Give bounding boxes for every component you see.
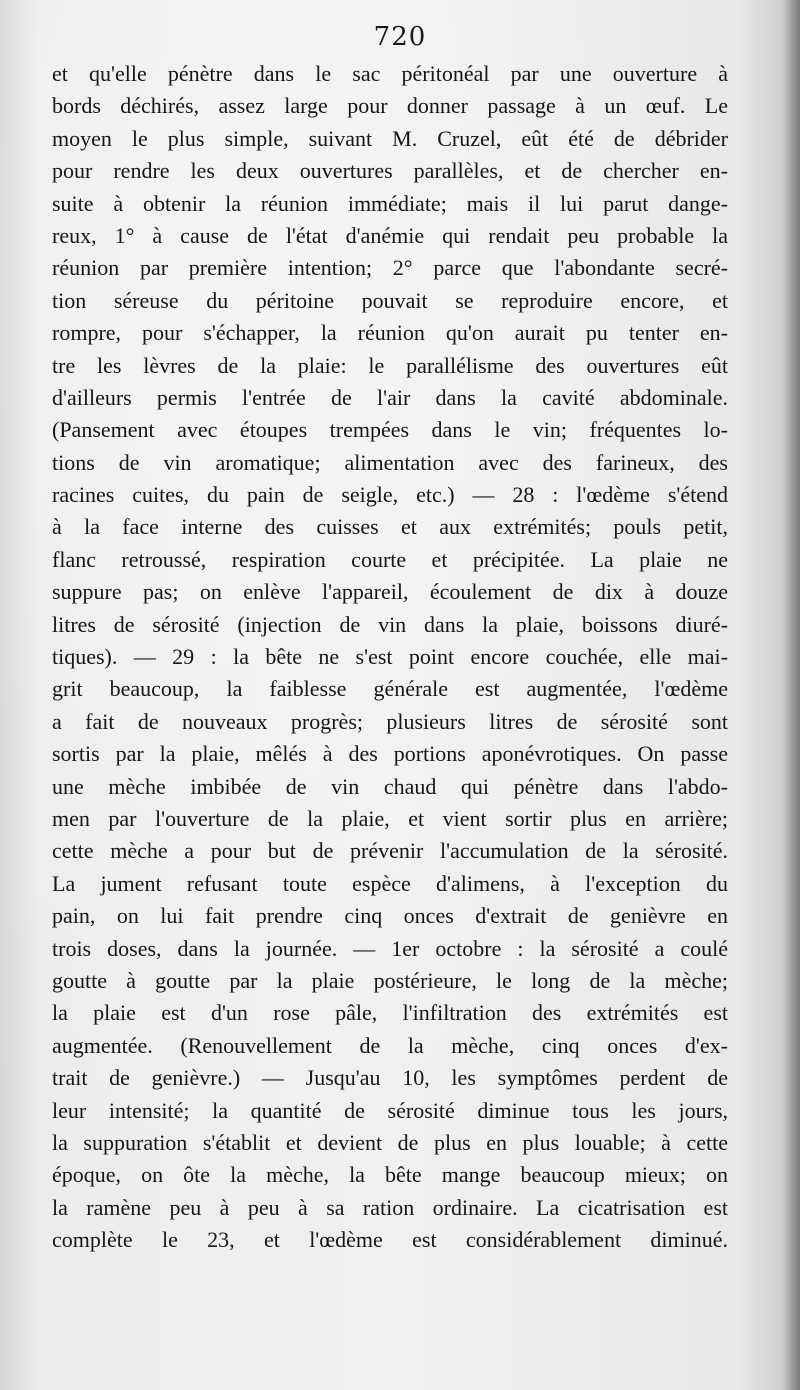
text-line: sortis par la plaie, mêlés à des portions aponévrotiques. On passe — [52, 741, 728, 767]
text-line: reux, 1° à cause de l'état d'anémie qui rendait peu probable la — [52, 222, 728, 248]
text-line: une mèche imbibée de vin chaud qui pénètre dans l'abdo- — [52, 773, 728, 799]
text-line: et qu'elle pénètre dans le sac péritonéal par une ouverture à — [52, 61, 728, 86]
text-line: trois doses, dans la journée. — 1er octobre : la sérosité a coulé — [52, 935, 728, 961]
text-line: réunion par première intention; 2° parce que l'abondante secré- — [52, 255, 728, 281]
text-line: suite à obtenir la réunion immédiate; mais il lui parut dange- — [52, 190, 728, 216]
text-line: à la face interne des cuisses et aux extrémités; pouls petit, — [52, 514, 728, 540]
text-line: (Pansement avec étoupes trempées dans le vin; fréquentes lo- — [52, 417, 728, 443]
text-line: trait de genièvre.) — Jusqu'au 10, les symptômes perdent de — [52, 1065, 728, 1091]
text-line: tion séreuse du péritoine pouvait se reproduire encore, et — [52, 287, 728, 313]
text-line: a fait de nouveaux progrès; plusieurs litres de sérosité sont — [52, 708, 728, 734]
text-line: pain, on lui fait prendre cinq onces d'extrait de genièvre en — [52, 903, 728, 929]
text-line: cette mèche a pour but de prévenir l'accumulation de la sérosité. — [52, 838, 728, 864]
text-line: leur intensité; la quantité de sérosité diminue tous les jours, — [52, 1097, 728, 1123]
text-line: La jument refusant toute espèce d'alimens, à l'exception du — [52, 870, 728, 896]
text-line: augmentée. (Renouvellement de la mèche, cinq onces d'ex- — [52, 1032, 728, 1058]
text-line: litres de sérosité (injection de vin dans la plaie, boissons diuré- — [52, 611, 728, 637]
text-line: pour rendre les deux ouvertures parallèles, et de chercher en- — [52, 158, 728, 184]
text-line: époque, on ôte la mèche, la bête mange beaucoup mieux; on — [52, 1162, 728, 1188]
text-line: la ramène peu à peu à sa ration ordinaire. La cicatrisation est — [52, 1194, 728, 1220]
text-line: men par l'ouverture de la plaie, et vient sortir plus en arrière; — [52, 805, 728, 831]
text-line: goutte à goutte par la plaie postérieure, le long de la mèche; — [52, 967, 728, 993]
text-line: rompre, pour s'échapper, la réunion qu'on aurait pu tenter en- — [52, 320, 728, 346]
text-line: racines cuites, du pain de seigle, etc.) — 28 : l'œdème s'étend — [52, 482, 728, 508]
text-line: la plaie est d'un rose pâle, l'infiltration des extrémités est — [52, 1000, 728, 1026]
text-line: suppure pas; on enlève l'appareil, écoulement de dix à douze — [52, 579, 728, 605]
text-line: d'ailleurs permis l'entrée de l'air dans la cavité abdominale. — [52, 384, 728, 410]
body-text — [52, 58, 728, 1256]
text-line: flanc retroussé, respiration courte et précipitée. La plaie ne — [52, 546, 728, 572]
text-line: tiques). — 29 : la bête ne s'est point encore couchée, elle mai- — [52, 644, 728, 670]
text-line: bords déchirés, assez large pour donner passage à un œuf. Le — [52, 93, 728, 119]
page-number: 720 — [373, 22, 427, 52]
text-line: complète le 23, et l'œdème est considérablement diminué. — [52, 1227, 728, 1253]
text-line: tions de vin aromatique; alimentation avec des farineux, des — [52, 449, 728, 475]
text-line: la suppuration s'établit et devient de plus en plus louable; à cette — [52, 1129, 728, 1155]
text-line: moyen le plus simple, suivant M. Cruzel, eût été de débrider — [52, 125, 728, 151]
text-line: tre les lèvres de la plaie: le parallélisme des ouvertures eût — [52, 352, 728, 378]
page-edge-shadow — [782, 0, 800, 1390]
text-line: grit beaucoup, la faiblesse générale est augmentée, l'œdème — [52, 676, 728, 702]
